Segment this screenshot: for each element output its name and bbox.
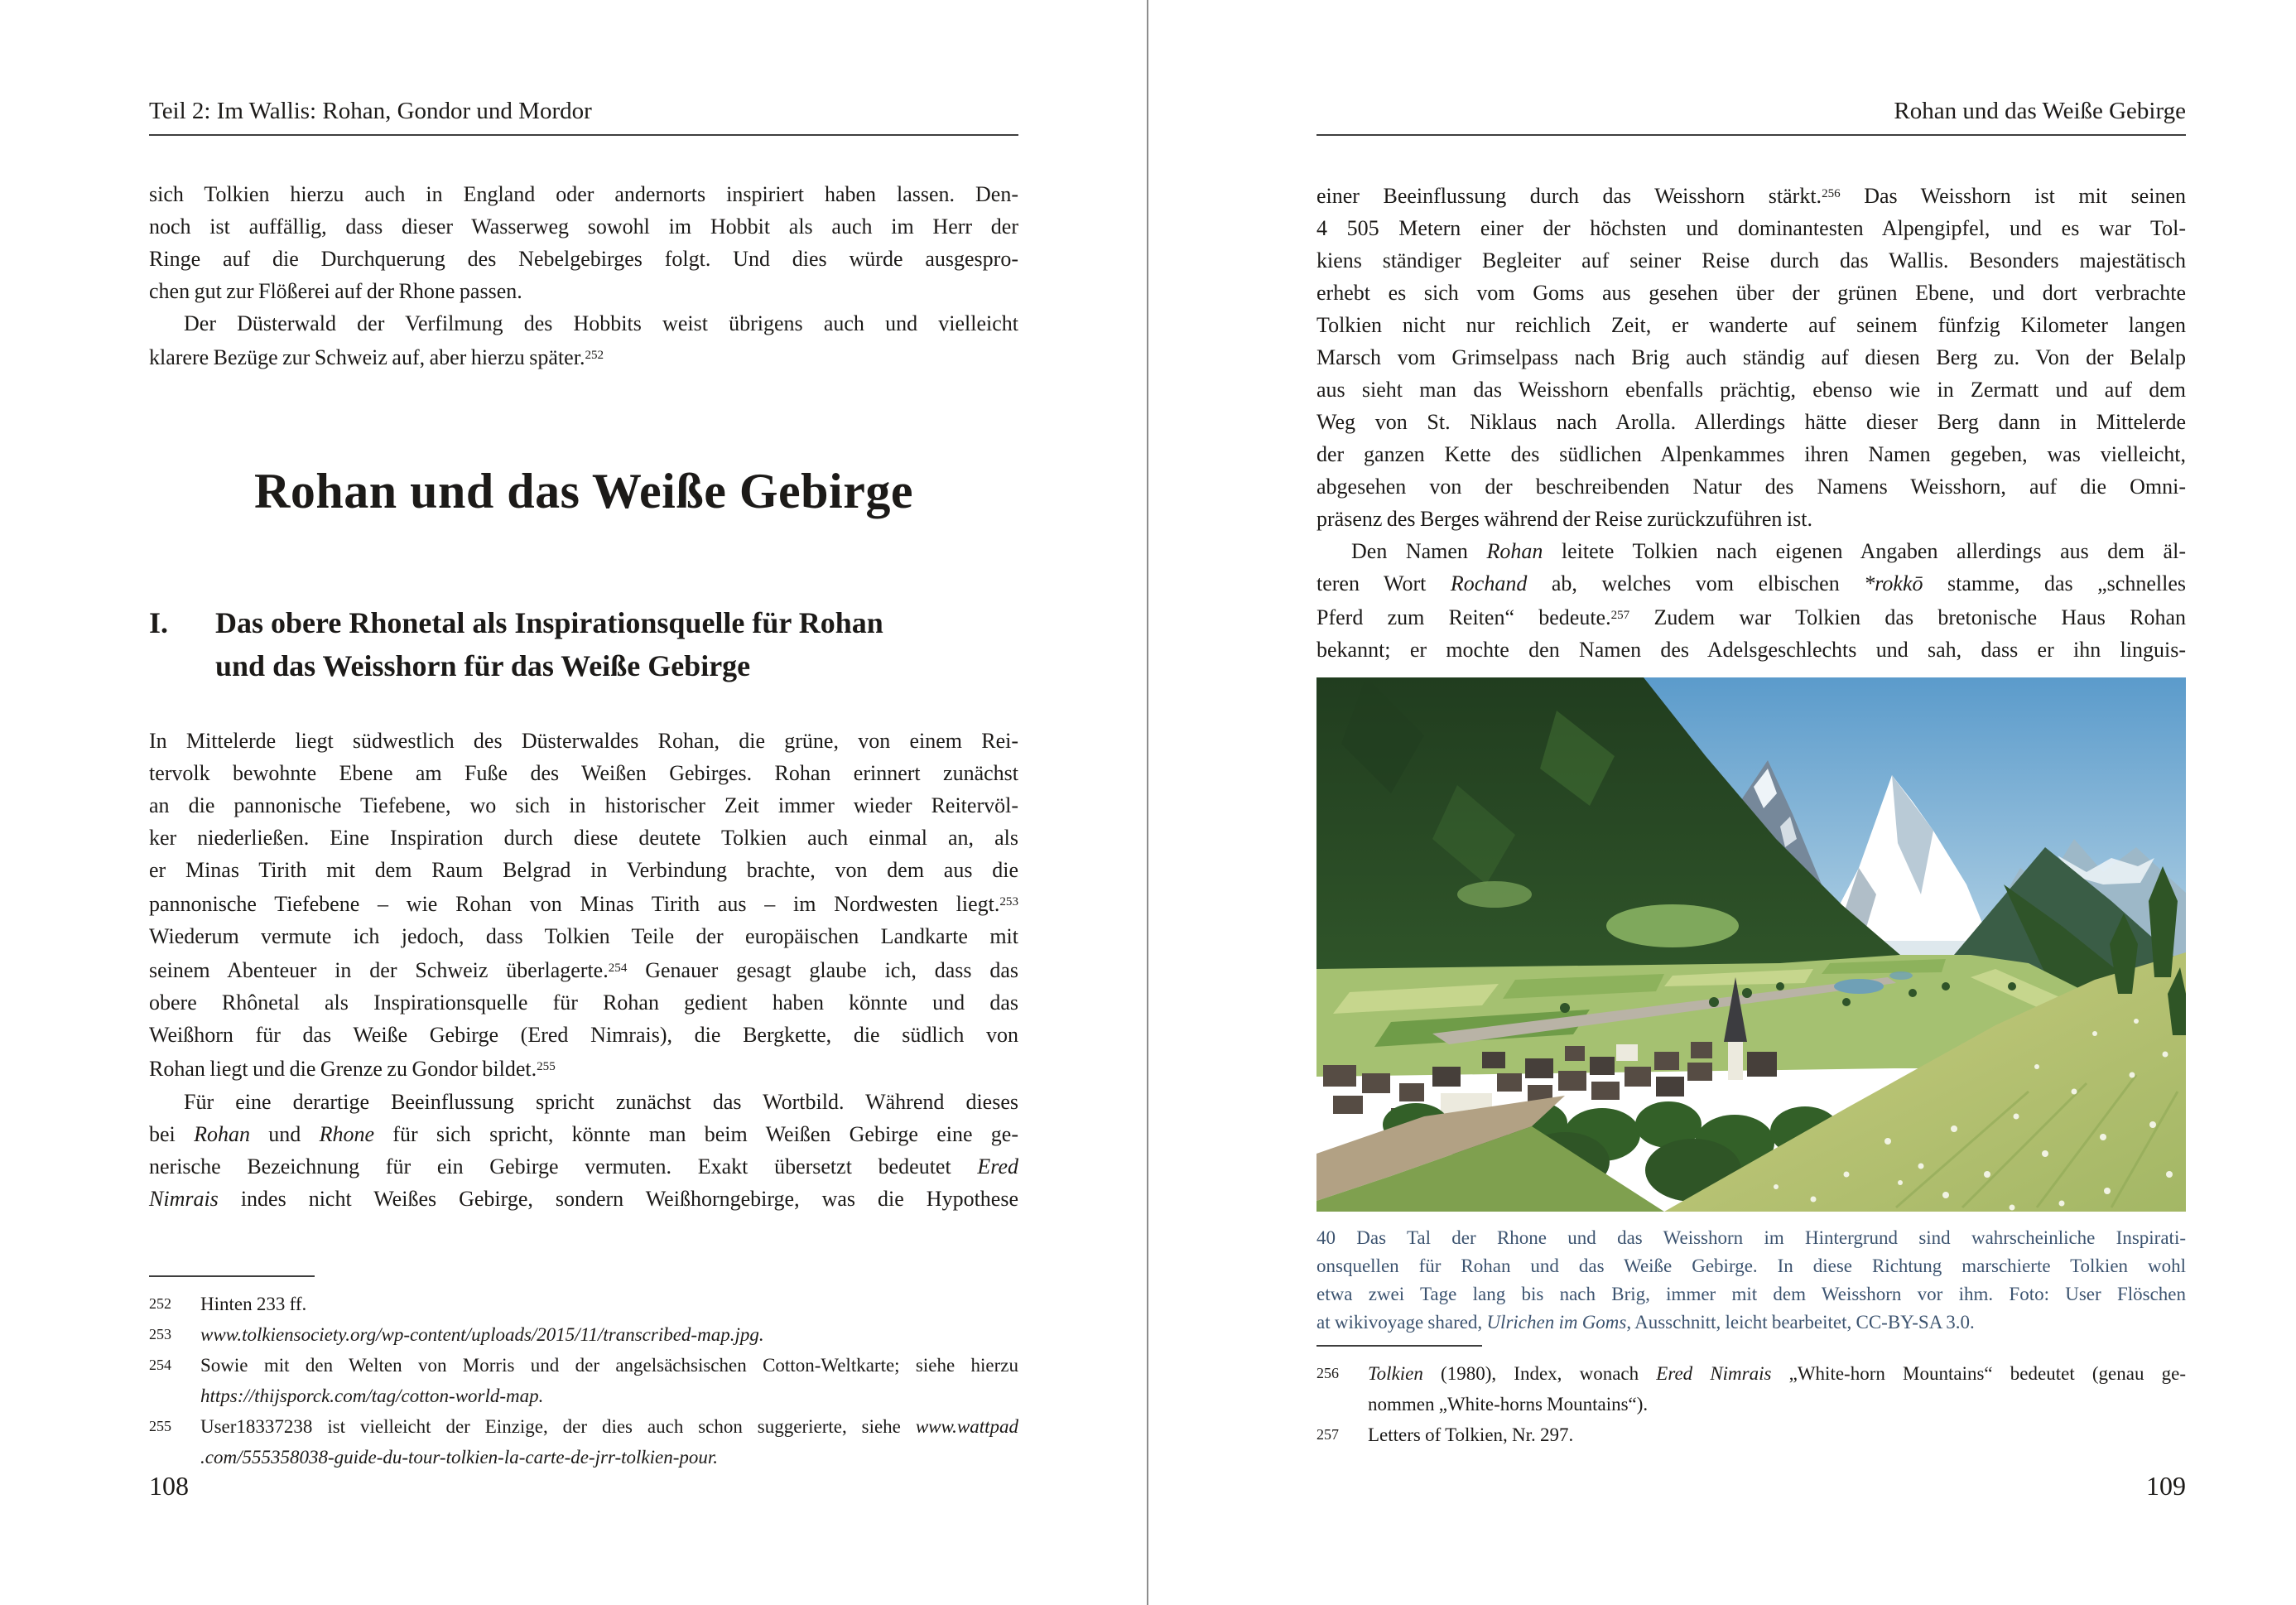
body-text-left [149,725,1018,1215]
text-line: klarere Bezüge zur Schweiz auf, aber hierzu später.$^{252}$ [149,345,604,370]
text-line: abgesehen von der beschreibenden Natur des Namens Weisshorn, auf die Omni- [1316,475,2186,499]
text-line: Wiederum vermute ich jedoch, dass Tolkien Teile der europäischen Landkarte mit [149,924,1018,949]
text-line: bekannt; er mochte den Namen des Adelsgeschlechts und sah, dass er ihn linguis- [1316,638,2186,663]
footnote-number: 253 [149,1326,171,1342]
text-line: obere Rhônetal als Inspirationsquelle für Rohan gedient haben könnte und das [149,990,1018,1015]
footnotes-left [149,1289,1018,1472]
text-line: .com/555358038-guide-du-tour-tolkien-la-carte-de-jrr-tolkien-pour. [200,1447,719,1468]
text-line: chen gut zur Flößerei auf der Rhone passen. [149,279,522,303]
footnote-separator-left [149,1275,315,1277]
church-nave [1747,1052,1777,1077]
running-header-right [1316,96,2186,136]
chapter-title: Rohan und das Weiße Gebirge [254,464,913,518]
text-line: In Mittelerde liegt südwestlich des Düsterwaldes Rohan, die grüne, von einem Rei- [149,729,1018,753]
text-line: Tolkien nicht nur reichlich Zeit, er wanderte auf seinem fünfzig Kilometer langen [1316,313,2186,338]
footnotes-right [1316,1358,2186,1450]
section-heading [149,601,1018,687]
alp-clearing [1606,904,1739,947]
paragraph-continuation [149,178,1018,374]
footnote [149,1289,1018,1319]
footnote-number: 256 [1316,1365,1339,1381]
text-line: seinem Abenteuer in der Schweiz überlagerte.$^{254}$ Genauer gesagt glaube ich, dass das [149,958,1019,983]
valley-photo-art [1316,677,2186,1212]
text-line: Marsch vom Grimselpass nach Brig auch ständig auf diesen Berg zu. Von der Belalp [1316,345,2186,370]
text-line: der ganzen Kette des südlichen Alpenkammes ihren Namen gegeben, was vielleicht, [1316,442,2186,467]
text-line: etwa zwei Tage lang bis nach Brig, immer mit dem Weisshorn vor ihm. Foto: User Flöschen [1316,1284,2186,1304]
text-line: einer Beeinflussung durch das Weisshorn stärkt.$^{256}$ Das Weisshorn ist mit seinen [1316,184,2186,209]
text-line: Der Düsterwald der Verfilmung des Hobbits weist übrigens auch und vielleicht [184,311,1018,335]
footnote-number: 252 [149,1295,171,1312]
text-line: Weg von St. Niklaus nach Arolla. Allerdings hätte dieser Berg dann in Mittelerde [1316,410,2186,435]
text-line: präsenz des Berges während der Reise zurückzuführen ist. [1316,507,1812,532]
text-line: at wikivoyage shared, Ulrichen im Goms, Ausschnitt, leicht bearbeitet, CC-BY-SA 3.0. [1316,1312,1975,1333]
valley-photo [1316,677,2186,1212]
footnote [1316,1358,2186,1419]
text-line: Sowie mit den Welten von Morris und der angelsächsischen Cotton-Weltkarte; siehe hierzu [200,1355,1018,1376]
text-line: Rohan liegt und die Grenze zu Gondor bildet.$^{255}$ [149,1057,556,1082]
text-line: bei Rohan und Rhone für sich spricht, könnte man beim Weißen Gebirge eine ge- [149,1121,1019,1146]
footnote-number: 255 [149,1418,171,1434]
text-line: Hinten 233 ff. [200,1294,307,1314]
text-line: User18337238 ist vielleicht der Einzige, der dies auch schon suggerierte, siehe www.wattpad [200,1416,1018,1437]
text-line: sich Tolkien hierzu auch in England oder andernorts inspiriert haben lassen. Den- [149,182,1018,206]
text-line: www.tolkiensociety.org/wp-content/uploads/2015/11/transcribed-map.jpg. [200,1324,764,1345]
page-right [1148,0,2296,1605]
text-line: pannonische Tiefebene – wie Rohan von Minas Tirith aus – im Nordwesten liegt.$^{253}$ [149,892,1018,917]
text-line: nerische Bezeichnung für ein Gebirge vermuten. Exakt übersetzt bedeutet Ered [149,1154,1018,1178]
footnote-text [1368,1358,2186,1419]
text-line: noch ist auffällig, dass dieser Wasserweg sowohl im Hobbit als auch im Herr der [149,214,1018,239]
section-number: I. [149,606,169,639]
footnote [1316,1419,2186,1450]
text-line: 4 505 Metern einer der höchsten und dominantesten Alpengipfel, und es war Tol- [1316,216,2186,241]
footnote [149,1319,1018,1350]
running-header-left [149,96,1018,136]
page-number-right: 109 [2146,1471,2186,1501]
page-number-left: 108 [149,1471,189,1501]
text-line: er Minas Tirith mit dem Raum Belgrad in Verbindung brachte, von dem aus die [149,858,1018,882]
text-line: nommen „White-horns Mountains“). [1368,1394,1649,1415]
text-line: teren Wort Rochand ab, welches vom elbischen *rokkō stamme, das „schnelles [1316,571,2186,596]
text-line: Nimrais indes nicht Weißes Gebirge, sondern Weißhorngebirge, was die Hypothese [149,1186,1018,1211]
running-header-text: Rohan und das Weiße Gebirge [1894,98,2186,124]
text-line: Für eine derartige Beeinflussung spricht zunächst das Wortbild. Während dieses [184,1089,1018,1114]
pond2 [1889,971,1913,980]
footnote-text [1368,1419,2186,1450]
footnote-text [200,1289,1018,1319]
text-line: onsquellen für Rohan und das Weiße Gebirge. In diese Richtung marschierte Tolkien wohl [1316,1256,2186,1276]
section-heading-text [215,601,1018,687]
footnote-number: 257 [1316,1426,1339,1443]
text-line: https://thijsporck.com/tag/cotton-world-map. [200,1386,544,1406]
body-text-right [1316,178,2186,666]
footnote-text [200,1411,1018,1472]
text-line: tervolk bewohnte Ebene am Fuße des Weißen Gebirges. Rohan erinnert zunächst [149,761,1018,785]
text-line: und das Weisshorn für das Weiße Gebirge [215,649,751,682]
text-line: kiens ständiger Begleiter auf seiner Reise durch das Wallis. Besonders majestätisch [1316,248,2186,273]
text-line: Pferd zum Reiten“ bedeute.$^{257}$ Zudem war Tolkien das bretonische Haus Rohan [1316,605,2186,630]
photo-caption [1316,1224,2186,1337]
footnote-text [200,1350,1018,1411]
footnote-separator-right [1316,1345,1482,1347]
text-line: Ringe auf die Durchquerung des Nebelgebirges folgt. Und dies würde ausgespro- [149,247,1018,271]
footnote [149,1411,1018,1472]
text-line: Den Namen Rohan leitete Tolkien nach eigenen Angaben allerdings aus dem äl- [1351,539,2186,564]
text-line: Weißhorn für das Weiße Gebirge (Ered Nimrais), die Bergkette, die südlich von [149,1023,1018,1048]
footnote-text [200,1319,1018,1350]
text-line: Das obere Rhonetal als Inspirationsquelle für Rohan [215,606,883,639]
text-line: an die pannonische Tiefebene, wo sich in historischer Zeit immer wieder Reitervöl- [149,793,1018,817]
footnote [149,1350,1018,1411]
text-line: Letters of Tolkien, Nr. 297. [1368,1424,1574,1445]
footnote-number: 254 [149,1357,171,1373]
pond [1834,979,1884,994]
text-line: aus sieht man das Weisshorn ebenfalls prächtig, ebenso wie in Zermatt und auf dem [1316,378,2186,402]
text-line: 40 Das Tal der Rhone und das Weisshorn im Hintergrund sind wahrscheinliche Inspirati- [1316,1227,2186,1248]
text-line: erhebt es sich vom Goms aus gesehen über der grünen Ebene, und dort verbrachte [1316,281,2186,306]
text-line: Tolkien (1980), Index, wonach Ered Nimrais „White-horn Mountains“ bedeutet (genau ge- [1368,1363,2186,1384]
church-tower [1728,1040,1743,1080]
alp-clearing2 [1457,881,1532,908]
running-header-text: Teil 2: Im Wallis: Rohan, Gondor und Mordor [149,98,592,124]
text-line: ker niederließen. Eine Inspiration durch diese deutete Tolkien auch einmal an, als [149,826,1018,850]
